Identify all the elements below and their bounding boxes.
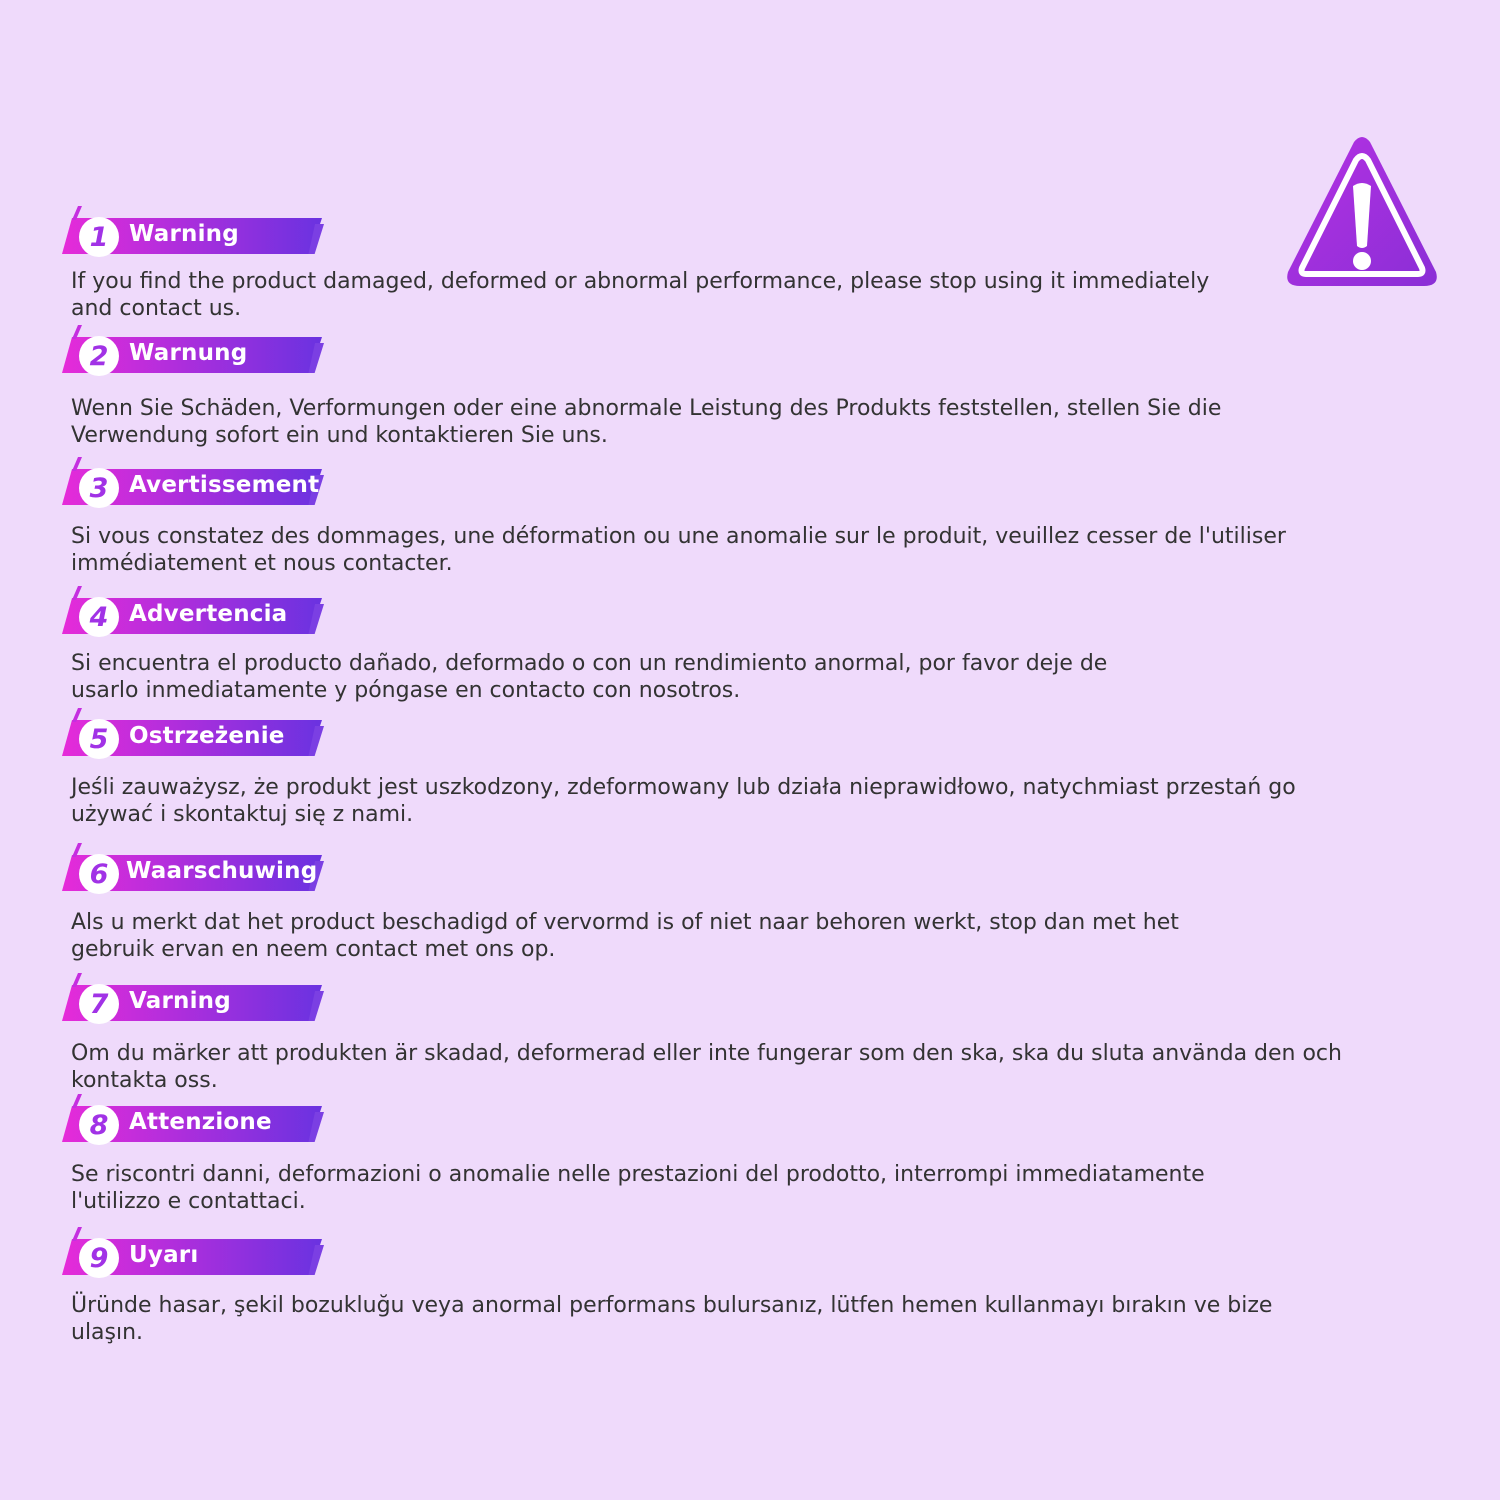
section-title: Uyarı: [129, 1242, 199, 1268]
section-number: 5: [79, 719, 119, 759]
warnung-section: [62, 325, 1462, 448]
section-title: Varning: [129, 988, 231, 1014]
section-banner: [62, 1094, 324, 1142]
advertencia-section: [62, 586, 1462, 703]
avertissement-section: [62, 457, 1462, 576]
section-description: [71, 1161, 1205, 1215]
section-description: [71, 268, 1209, 322]
section-banner: [62, 708, 324, 756]
section-description: [71, 909, 1179, 963]
section-description: [71, 523, 1286, 577]
warning-section: [62, 206, 1462, 321]
section-description: [71, 395, 1221, 449]
section-title: Waarschuwing: [126, 858, 318, 884]
description-line: Jeśli zauważysz, że produkt jest uszkodzony, zdeformowany lub działa nieprawidłowo, natychmiast przestań go: [71, 775, 1296, 800]
section-number: 4: [79, 597, 119, 637]
description-line: Üründe hasar, şekil bozukluğu veya anormal performans bulursanız, lütfen hemen kullanmayı bırakın ve bize: [71, 1293, 1273, 1318]
description-line: usarlo inmediatamente y póngase en contacto con nosotros.: [71, 678, 741, 703]
description-line: Als u merkt dat het product beschadigd of vervormd is of niet naar behoren werkt, stop dan met het: [71, 910, 1179, 935]
section-number: 1: [79, 217, 119, 257]
section-title: Attenzione: [129, 1109, 272, 1135]
section-number: 2: [79, 336, 119, 376]
section-title: Advertencia: [129, 601, 288, 627]
section-description: [71, 1292, 1272, 1346]
section-number: 8: [79, 1105, 119, 1145]
description-line: Si vous constatez des dommages, une déformation ou une anomalie sur le produit, veuillez cesser de l'utiliser: [71, 524, 1286, 549]
description-line: and contact us.: [71, 296, 242, 321]
section-banner: [62, 206, 324, 254]
section-banner: [62, 457, 324, 505]
section-number: 3: [79, 468, 119, 508]
description-line: gebruik ervan en neem contact met ons op.: [71, 937, 556, 962]
ostrzezenie-section: [62, 708, 1462, 827]
varning-section: [62, 973, 1462, 1093]
section-banner: [62, 586, 324, 634]
description-line: If you find the product damaged, deformed or abnormal performance, please stop using it immediately: [71, 269, 1210, 294]
section-title: Ostrzeżenie: [129, 723, 285, 749]
description-line: Se riscontri danni, deformazioni o anomalie nelle prestazioni del prodotto, interrompi immediatamente: [71, 1162, 1205, 1187]
attenzione-section: [62, 1094, 1462, 1214]
section-description: [71, 774, 1296, 828]
section-banner: [62, 973, 324, 1021]
section-banner: [62, 325, 324, 373]
section-description: [71, 650, 1107, 704]
section-number: 9: [79, 1238, 119, 1278]
section-banner: [62, 1227, 324, 1275]
section-title: Warnung: [129, 340, 248, 366]
section-description: [71, 1040, 1342, 1094]
description-line: Wenn Sie Schäden, Verformungen oder eine abnormale Leistung des Produkts feststellen, stellen Sie die: [71, 396, 1222, 421]
description-line: Verwendung sofort ein und kontaktieren Sie uns.: [71, 423, 608, 448]
section-number: 7: [79, 984, 119, 1024]
section-title: Warning: [129, 221, 239, 247]
description-line: immédiatement et nous contacter.: [71, 551, 453, 576]
section-number: 6: [79, 854, 119, 894]
description-line: kontakta oss.: [71, 1068, 218, 1093]
waarschuwing-section: [62, 843, 1462, 962]
description-line: l'utilizzo e contattaci.: [71, 1189, 306, 1214]
description-line: używać i skontaktuj się z nami.: [71, 802, 414, 827]
description-line: Si encuentra el producto dañado, deformado o con un rendimiento anormal, por favor deje de: [71, 651, 1108, 676]
section-banner: [62, 843, 324, 891]
description-line: ulaşın.: [71, 1320, 144, 1345]
section-title: Avertissement: [129, 472, 320, 498]
uyari-section: [62, 1227, 1462, 1345]
description-line: Om du märker att produkten är skadad, deformerad eller inte fungerar som den ska, ska du sluta använda den och: [71, 1041, 1342, 1066]
